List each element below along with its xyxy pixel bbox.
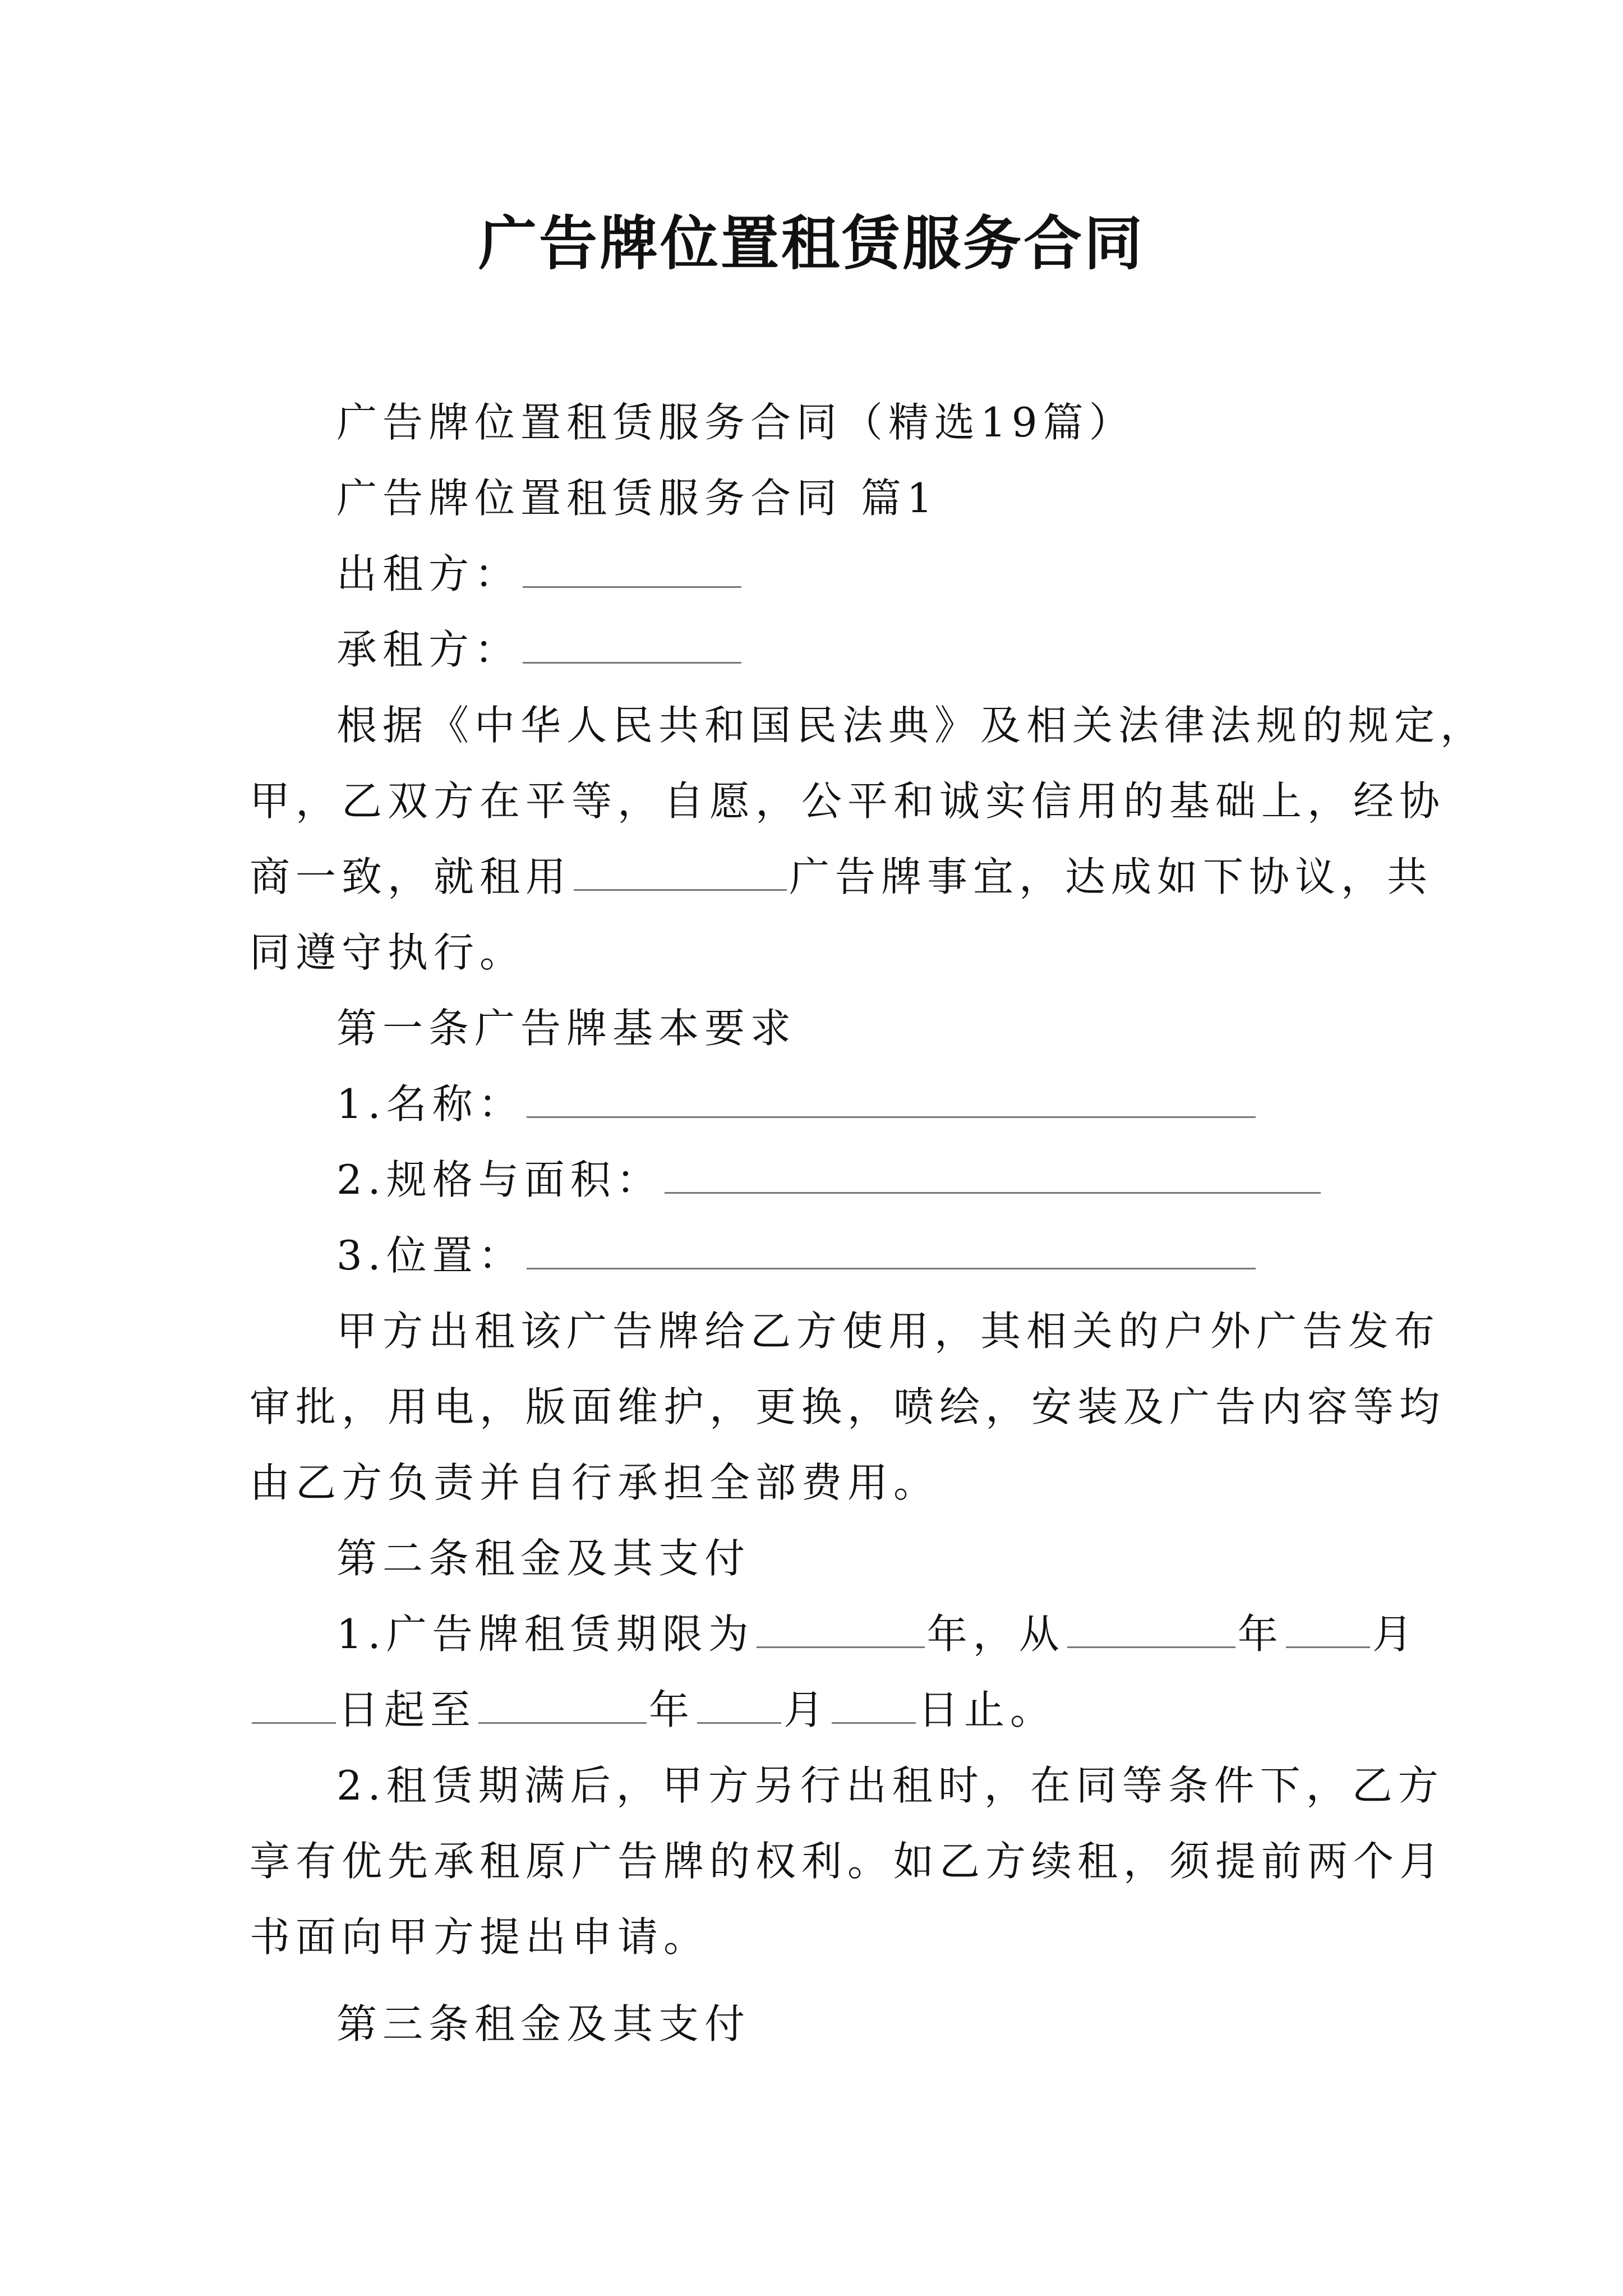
clause3-heading: 第三条租金及其支付 — [336, 2000, 751, 2047]
spec-label: 2.规格与面积： — [336, 1156, 662, 1203]
spec-line — [336, 1147, 1323, 1205]
start-day-blank — [252, 1715, 336, 1724]
end-day-blank — [832, 1715, 916, 1724]
start-year-blank — [1067, 1640, 1235, 1648]
lease-term-label: 1.广告牌租赁期限为 — [336, 1611, 754, 1658]
intro-line-1: 根据《中华人民共和国民法典》及相关法律法规的规定， — [336, 702, 1487, 749]
spec-blank — [665, 1185, 1321, 1194]
name-line — [336, 1071, 1258, 1130]
clause2-item1-line-1 — [336, 1602, 1418, 1660]
end-month-blank — [697, 1715, 781, 1724]
year-text: 年 — [1237, 1611, 1284, 1658]
years-from-text: 年，从 — [926, 1611, 1065, 1658]
name-label: 1.名称： — [336, 1080, 524, 1128]
clause1-heading: 第一条广告牌基本要求 — [336, 1005, 797, 1052]
billboard-blank — [574, 882, 787, 891]
end-month-text: 月 — [783, 1686, 830, 1733]
day-to-text: 日起至 — [338, 1686, 477, 1733]
lessee-line — [336, 617, 744, 675]
name-blank — [527, 1110, 1256, 1118]
month-text: 月 — [1372, 1611, 1418, 1658]
end-year-text: 年 — [649, 1686, 695, 1733]
clause1-para-line-1: 甲方出租该广告牌给乙方使用，其相关的户外广告发布 — [336, 1308, 1441, 1355]
lessor-blank — [523, 579, 741, 588]
document-title: 广告牌位置租赁服务合同 — [478, 209, 1145, 278]
location-blank — [527, 1261, 1256, 1269]
clause2-heading: 第二条租金及其支付 — [336, 1535, 751, 1582]
clause2-item2-line-1: 2.租赁期满后，甲方另行出租时，在同等条件下，乙方 — [336, 1762, 1444, 1809]
clause2-item2-line-3: 书面向甲方提出申请。 — [250, 1913, 710, 1961]
lease-years-blank — [757, 1640, 925, 1648]
lessor-label: 出租方： — [336, 550, 521, 597]
intro-line-2: 甲，乙双方在平等，自愿，公平和诚实信用的基础上，经协 — [250, 777, 1446, 825]
end-day-text: 日止。 — [918, 1686, 1057, 1733]
subtitle: 广告牌位置租赁服务合同（精选19篇） — [336, 399, 1135, 446]
intro-line-4: 同遵守执行。 — [250, 929, 526, 976]
clause1-para-line-2: 审批，用电，版面维护，更换，喷绘，安装及广告内容等均 — [250, 1383, 1446, 1430]
intro-line-3-start: 商一致，就租用 — [250, 853, 572, 900]
lessee-label: 承租方： — [336, 626, 521, 673]
clause1-para-line-3: 由乙方负责并自行承担全部费用。 — [250, 1459, 940, 1506]
lessee-blank — [523, 655, 741, 664]
lessor-line — [336, 541, 744, 600]
clause2-item2-line-2: 享有优先承租原广告牌的权利。如乙方续租，须提前两个月 — [250, 1838, 1446, 1885]
intro-line-3-end: 广告牌事宜，达成如下协议，共 — [789, 853, 1433, 900]
article-heading: 广告牌位置租赁服务合同 篇1 — [336, 475, 938, 522]
start-month-blank — [1286, 1640, 1370, 1648]
location-label: 3.位置： — [336, 1232, 524, 1279]
clause2-item1-line-2 — [250, 1677, 1056, 1736]
intro-line-3 — [250, 844, 1433, 903]
location-line — [336, 1223, 1258, 1281]
end-year-blank — [478, 1715, 647, 1724]
